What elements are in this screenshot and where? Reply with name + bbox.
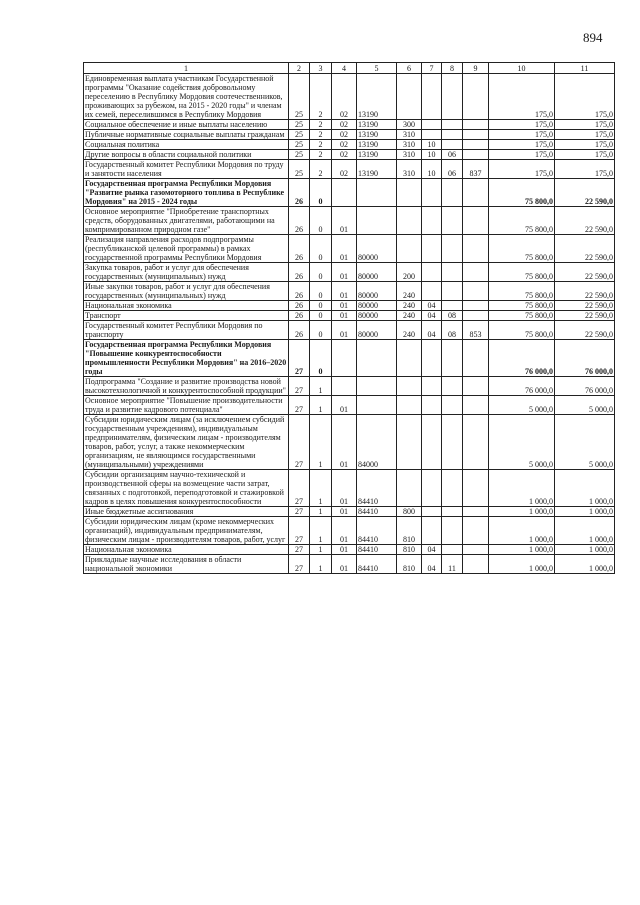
code-4-cell: 01 — [332, 507, 357, 517]
code-3-cell: 2 — [310, 120, 332, 130]
row-description-cell: Основное мероприятие "Приобретение транспортных средств, оборудованных двигателями, работающими на компримированном природном газе" — [84, 207, 289, 235]
row-description-cell: Реализация направления расходов подпрограммы (республиканской целевой программы) в рамках государственной программы Республики Мордовия — [84, 235, 289, 263]
code-5-cell — [357, 377, 397, 396]
code-2-cell: 25 — [289, 130, 310, 140]
table-row — [84, 470, 615, 507]
code-4-cell: 02 — [332, 140, 357, 150]
code-6-cell — [397, 396, 422, 415]
code-2-cell: 26 — [289, 311, 310, 321]
row-description-cell: Другие вопросы в области социальной политики — [84, 150, 289, 160]
table-row — [84, 74, 615, 120]
amount-col-11-cell: 22 590,0 — [555, 263, 615, 282]
code-7-cell: 10 — [422, 140, 442, 150]
table-row — [84, 396, 615, 415]
row-description-cell: Субсидии юридическим лицам (за исключением субсидий государственным учреждениям), индивидуальным предпринимателям, физическим лицам - производителям товаров, работ, услуг, а также некоммерческим организациям, не являющимся государственными (муниципальными) учреждениями — [84, 415, 289, 470]
code-3-cell: 2 — [310, 150, 332, 160]
code-9-cell: 853 — [463, 321, 489, 340]
amount-col-10-cell: 175,0 — [489, 160, 555, 179]
code-9-cell — [463, 311, 489, 321]
row-description-cell: Прикладные научные исследования в области национальной экономики — [84, 555, 289, 574]
table-row — [84, 130, 615, 140]
header-cell: 4 — [332, 63, 357, 74]
code-5-cell — [357, 396, 397, 415]
table-row — [84, 340, 615, 377]
amount-col-10-cell: 175,0 — [489, 130, 555, 140]
code-8-cell — [442, 470, 463, 507]
code-6-cell — [397, 179, 422, 207]
code-7-cell — [422, 282, 442, 301]
table-row — [84, 311, 615, 321]
code-6-cell: 810 — [397, 517, 422, 545]
header-cell: 6 — [397, 63, 422, 74]
code-5-cell: 13190 — [357, 130, 397, 140]
code-2-cell: 27 — [289, 507, 310, 517]
code-9-cell — [463, 470, 489, 507]
amount-col-11-cell: 175,0 — [555, 130, 615, 140]
table-row — [84, 301, 615, 311]
row-description-cell: Государственная программа Республики Мордовия "Развитие рынка газомоторного топлива в Республике Мордовия" на 2015 - 2024 годы — [84, 179, 289, 207]
code-6-cell: 200 — [397, 263, 422, 282]
amount-col-11-cell: 22 590,0 — [555, 179, 615, 207]
code-2-cell: 27 — [289, 340, 310, 377]
code-9-cell — [463, 545, 489, 555]
code-9-cell — [463, 130, 489, 140]
amount-col-11-cell: 76 000,0 — [555, 340, 615, 377]
code-5-cell: 84000 — [357, 415, 397, 470]
row-description-cell: Транспорт — [84, 311, 289, 321]
code-7-cell — [422, 377, 442, 396]
code-3-cell: 0 — [310, 321, 332, 340]
code-5-cell: 13190 — [357, 120, 397, 130]
code-2-cell: 25 — [289, 74, 310, 120]
amount-col-11-cell: 1 000,0 — [555, 555, 615, 574]
code-8-cell — [442, 130, 463, 140]
code-2-cell: 25 — [289, 140, 310, 150]
table-row — [84, 517, 615, 545]
code-9-cell — [463, 150, 489, 160]
amount-col-10-cell: 1 000,0 — [489, 555, 555, 574]
code-9-cell — [463, 263, 489, 282]
table-row — [84, 160, 615, 179]
amount-col-10-cell: 175,0 — [489, 140, 555, 150]
code-3-cell: 1 — [310, 507, 332, 517]
code-8-cell — [442, 507, 463, 517]
amount-col-11-cell: 1 000,0 — [555, 545, 615, 555]
row-description-cell: Субсидии организациям научно-технической и производственной сферы на возмещение части затрат, связанных с подготовкой, переподготовкой и стажировкой кадров в целях повышения конкурентоспособности — [84, 470, 289, 507]
code-3-cell: 1 — [310, 415, 332, 470]
code-8-cell: 11 — [442, 555, 463, 574]
code-7-cell — [422, 517, 442, 545]
code-7-cell: 04 — [422, 321, 442, 340]
code-6-cell — [397, 470, 422, 507]
code-8-cell — [442, 517, 463, 545]
code-2-cell: 27 — [289, 545, 310, 555]
code-5-cell: 80000 — [357, 235, 397, 263]
row-description-cell: Государственный комитет Республики Мордовия по транспорту — [84, 321, 289, 340]
amount-col-11-cell: 22 590,0 — [555, 311, 615, 321]
code-2-cell: 26 — [289, 321, 310, 340]
code-5-cell: 84410 — [357, 507, 397, 517]
code-4-cell: 01 — [332, 235, 357, 263]
budget-table — [83, 62, 615, 574]
code-4-cell — [332, 340, 357, 377]
amount-col-10-cell: 175,0 — [489, 150, 555, 160]
code-4-cell: 01 — [332, 555, 357, 574]
code-2-cell: 26 — [289, 207, 310, 235]
code-7-cell: 04 — [422, 311, 442, 321]
code-3-cell: 0 — [310, 179, 332, 207]
code-4-cell: 01 — [332, 545, 357, 555]
code-2-cell: 27 — [289, 377, 310, 396]
row-description-cell: Социальная политика — [84, 140, 289, 150]
code-5-cell — [357, 340, 397, 377]
amount-col-10-cell: 75 800,0 — [489, 235, 555, 263]
code-7-cell — [422, 263, 442, 282]
code-6-cell: 240 — [397, 321, 422, 340]
code-9-cell — [463, 415, 489, 470]
amount-col-10-cell: 175,0 — [489, 120, 555, 130]
table-body — [84, 74, 615, 574]
code-4-cell: 02 — [332, 150, 357, 160]
code-6-cell: 810 — [397, 545, 422, 555]
code-9-cell — [463, 120, 489, 130]
table-row — [84, 377, 615, 396]
amount-col-11-cell: 175,0 — [555, 140, 615, 150]
code-4-cell: 01 — [332, 415, 357, 470]
code-5-cell — [357, 207, 397, 235]
row-description-cell: Закупка товаров, работ и услуг для обеспечения государственных (муниципальных) нужд — [84, 263, 289, 282]
code-2-cell: 26 — [289, 179, 310, 207]
code-7-cell — [422, 396, 442, 415]
code-6-cell: 300 — [397, 120, 422, 130]
table-row — [84, 415, 615, 470]
header-cell: 10 — [489, 63, 555, 74]
amount-col-10-cell: 1 000,0 — [489, 470, 555, 507]
code-3-cell: 2 — [310, 160, 332, 179]
row-description-cell: Национальная экономика — [84, 545, 289, 555]
code-6-cell: 310 — [397, 140, 422, 150]
table-row — [84, 179, 615, 207]
header-cell: 11 — [555, 63, 615, 74]
table-row — [84, 507, 615, 517]
code-5-cell: 13190 — [357, 74, 397, 120]
table-row — [84, 140, 615, 150]
code-3-cell: 0 — [310, 235, 332, 263]
amount-col-10-cell: 1 000,0 — [489, 507, 555, 517]
code-8-cell — [442, 415, 463, 470]
code-6-cell — [397, 74, 422, 120]
code-4-cell: 01 — [332, 396, 357, 415]
amount-col-10-cell: 1 000,0 — [489, 545, 555, 555]
header-cell: 8 — [442, 63, 463, 74]
code-7-cell — [422, 179, 442, 207]
code-4-cell: 01 — [332, 282, 357, 301]
code-6-cell: 310 — [397, 150, 422, 160]
code-3-cell: 0 — [310, 301, 332, 311]
code-7-cell — [422, 470, 442, 507]
code-5-cell: 13190 — [357, 140, 397, 150]
code-3-cell: 1 — [310, 470, 332, 507]
code-3-cell: 2 — [310, 130, 332, 140]
code-5-cell: 84410 — [357, 470, 397, 507]
code-7-cell — [422, 207, 442, 235]
amount-col-11-cell: 22 590,0 — [555, 235, 615, 263]
row-description-cell: Публичные нормативные социальные выплаты гражданам — [84, 130, 289, 140]
code-9-cell — [463, 179, 489, 207]
code-7-cell — [422, 415, 442, 470]
row-description-cell: Основное мероприятие "Повышение производительности труда и развитие кадрового потенциала" — [84, 396, 289, 415]
code-8-cell — [442, 74, 463, 120]
code-4-cell — [332, 377, 357, 396]
code-4-cell: 01 — [332, 321, 357, 340]
amount-col-11-cell: 76 000,0 — [555, 377, 615, 396]
amount-col-11-cell: 175,0 — [555, 120, 615, 130]
code-8-cell — [442, 179, 463, 207]
table-row — [84, 545, 615, 555]
code-5-cell — [357, 179, 397, 207]
amount-col-11-cell: 22 590,0 — [555, 301, 615, 311]
amount-col-10-cell: 76 000,0 — [489, 340, 555, 377]
header-cell: 7 — [422, 63, 442, 74]
code-5-cell: 80000 — [357, 263, 397, 282]
code-7-cell — [422, 74, 442, 120]
code-9-cell — [463, 555, 489, 574]
code-8-cell — [442, 235, 463, 263]
amount-col-10-cell: 75 800,0 — [489, 301, 555, 311]
header-cell: 9 — [463, 63, 489, 74]
row-description-cell: Субсидии юридическим лицам (кроме некоммерческих организаций), индивидуальным предпринимателям, физическим лицам - производителям товаров, работ, услуг — [84, 517, 289, 545]
code-6-cell — [397, 235, 422, 263]
code-4-cell: 01 — [332, 207, 357, 235]
code-9-cell — [463, 396, 489, 415]
code-7-cell: 10 — [422, 150, 442, 160]
code-8-cell: 08 — [442, 311, 463, 321]
page-number: 894 — [583, 30, 603, 45]
code-5-cell: 13190 — [357, 150, 397, 160]
code-9-cell — [463, 301, 489, 311]
amount-col-10-cell: 75 800,0 — [489, 263, 555, 282]
code-8-cell: 06 — [442, 150, 463, 160]
code-7-cell — [422, 507, 442, 517]
row-description-cell: Государственный комитет Республики Мордовия по труду и занятости населения — [84, 160, 289, 179]
code-5-cell: 80000 — [357, 301, 397, 311]
table-row — [84, 120, 615, 130]
code-5-cell: 80000 — [357, 311, 397, 321]
code-7-cell — [422, 340, 442, 377]
row-description-cell: Единовременная выплата участникам Государственной программы "Оказание содействия добровольному переселению в Республику Мордовия соотечественников, проживающих за рубежом, на 2015 - 2020 годы" и членам их семей, переселившимся в Республику Мордовия — [84, 74, 289, 120]
code-7-cell: 04 — [422, 545, 442, 555]
amount-col-10-cell: 5 000,0 — [489, 415, 555, 470]
amount-col-10-cell: 76 000,0 — [489, 377, 555, 396]
code-4-cell: 01 — [332, 311, 357, 321]
code-7-cell: 04 — [422, 301, 442, 311]
code-8-cell — [442, 340, 463, 377]
code-4-cell: 02 — [332, 120, 357, 130]
amount-col-11-cell: 175,0 — [555, 74, 615, 120]
code-8-cell — [442, 207, 463, 235]
code-2-cell: 27 — [289, 470, 310, 507]
code-4-cell: 02 — [332, 160, 357, 179]
code-7-cell — [422, 120, 442, 130]
code-8-cell — [442, 545, 463, 555]
amount-col-10-cell: 175,0 — [489, 74, 555, 120]
amount-col-11-cell: 175,0 — [555, 160, 615, 179]
row-description-cell: Государственная программа Республики Мордовия "Повышение конкурентоспособности промышленности Республики Мордовия" на 2016–2020 годы — [84, 340, 289, 377]
row-description-cell: Иные бюджетные ассигнования — [84, 507, 289, 517]
code-5-cell: 84410 — [357, 545, 397, 555]
code-9-cell — [463, 207, 489, 235]
code-8-cell: 08 — [442, 321, 463, 340]
code-9-cell — [463, 140, 489, 150]
code-4-cell: 01 — [332, 301, 357, 311]
code-6-cell: 310 — [397, 130, 422, 140]
code-2-cell: 27 — [289, 555, 310, 574]
code-7-cell — [422, 235, 442, 263]
amount-col-11-cell: 1 000,0 — [555, 517, 615, 545]
code-4-cell: 01 — [332, 263, 357, 282]
code-3-cell: 2 — [310, 74, 332, 120]
code-6-cell: 240 — [397, 311, 422, 321]
code-3-cell: 1 — [310, 517, 332, 545]
code-9-cell — [463, 377, 489, 396]
code-2-cell: 26 — [289, 301, 310, 311]
code-4-cell: 02 — [332, 74, 357, 120]
amount-col-11-cell: 1 000,0 — [555, 470, 615, 507]
code-7-cell: 04 — [422, 555, 442, 574]
code-3-cell: 0 — [310, 207, 332, 235]
table-row — [84, 150, 615, 160]
code-5-cell: 84410 — [357, 555, 397, 574]
code-2-cell: 27 — [289, 517, 310, 545]
amount-col-11-cell: 22 590,0 — [555, 207, 615, 235]
code-3-cell: 1 — [310, 555, 332, 574]
code-4-cell: 01 — [332, 470, 357, 507]
amount-col-10-cell: 75 800,0 — [489, 321, 555, 340]
code-4-cell: 01 — [332, 517, 357, 545]
code-2-cell: 25 — [289, 150, 310, 160]
code-6-cell — [397, 207, 422, 235]
code-4-cell: 02 — [332, 130, 357, 140]
table-row — [84, 207, 615, 235]
code-9-cell — [463, 74, 489, 120]
amount-col-11-cell: 22 590,0 — [555, 321, 615, 340]
row-description-cell: Иные закупки товаров, работ и услуг для обеспечения государственных (муниципальных) нужд — [84, 282, 289, 301]
code-2-cell: 26 — [289, 282, 310, 301]
amount-col-10-cell: 1 000,0 — [489, 517, 555, 545]
code-9-cell: 837 — [463, 160, 489, 179]
table-row — [84, 321, 615, 340]
row-description-cell: Подпрограмма "Создание и развитие производства новой высокотехнологичной и конкурентоспособной продукции" — [84, 377, 289, 396]
row-description-cell: Национальная экономика — [84, 301, 289, 311]
header-cell: 1 — [84, 63, 289, 74]
table-row — [84, 555, 615, 574]
amount-col-10-cell: 75 800,0 — [489, 207, 555, 235]
code-5-cell: 84410 — [357, 517, 397, 545]
code-6-cell: 240 — [397, 282, 422, 301]
code-2-cell: 27 — [289, 396, 310, 415]
code-9-cell — [463, 340, 489, 377]
code-6-cell — [397, 377, 422, 396]
header-cell: 2 — [289, 63, 310, 74]
code-7-cell: 10 — [422, 160, 442, 179]
code-6-cell: 800 — [397, 507, 422, 517]
amount-col-11-cell: 22 590,0 — [555, 282, 615, 301]
code-2-cell: 26 — [289, 235, 310, 263]
code-2-cell: 25 — [289, 120, 310, 130]
table-row — [84, 282, 615, 301]
amount-col-11-cell: 5 000,0 — [555, 415, 615, 470]
amount-col-10-cell: 75 800,0 — [489, 179, 555, 207]
code-3-cell: 0 — [310, 340, 332, 377]
code-3-cell: 1 — [310, 545, 332, 555]
code-6-cell: 810 — [397, 555, 422, 574]
code-2-cell: 26 — [289, 263, 310, 282]
code-3-cell: 0 — [310, 311, 332, 321]
code-6-cell — [397, 415, 422, 470]
code-6-cell: 310 — [397, 160, 422, 179]
amount-col-11-cell: 175,0 — [555, 150, 615, 160]
code-9-cell — [463, 517, 489, 545]
code-3-cell: 0 — [310, 282, 332, 301]
amount-col-11-cell: 5 000,0 — [555, 396, 615, 415]
code-7-cell — [422, 130, 442, 140]
code-8-cell — [442, 396, 463, 415]
code-5-cell: 80000 — [357, 282, 397, 301]
code-8-cell — [442, 377, 463, 396]
code-9-cell — [463, 235, 489, 263]
code-3-cell: 1 — [310, 396, 332, 415]
code-9-cell — [463, 507, 489, 517]
code-4-cell — [332, 179, 357, 207]
code-8-cell: 06 — [442, 160, 463, 179]
amount-col-11-cell: 1 000,0 — [555, 507, 615, 517]
code-6-cell — [397, 340, 422, 377]
code-8-cell — [442, 282, 463, 301]
table-header-row — [84, 63, 615, 74]
code-8-cell — [442, 263, 463, 282]
table-row — [84, 235, 615, 263]
row-description-cell: Социальное обеспечение и иные выплаты населению — [84, 120, 289, 130]
code-8-cell — [442, 140, 463, 150]
table-row — [84, 263, 615, 282]
code-8-cell — [442, 301, 463, 311]
code-2-cell: 25 — [289, 160, 310, 179]
code-5-cell: 80000 — [357, 321, 397, 340]
code-2-cell: 27 — [289, 415, 310, 470]
amount-col-10-cell: 5 000,0 — [489, 396, 555, 415]
code-5-cell: 13190 — [357, 160, 397, 179]
code-3-cell: 1 — [310, 377, 332, 396]
amount-col-10-cell: 75 800,0 — [489, 311, 555, 321]
code-6-cell: 240 — [397, 301, 422, 311]
amount-col-10-cell: 75 800,0 — [489, 282, 555, 301]
code-3-cell: 0 — [310, 263, 332, 282]
code-8-cell — [442, 120, 463, 130]
code-9-cell — [463, 282, 489, 301]
header-cell: 5 — [357, 63, 397, 74]
code-3-cell: 2 — [310, 140, 332, 150]
header-cell: 3 — [310, 63, 332, 74]
